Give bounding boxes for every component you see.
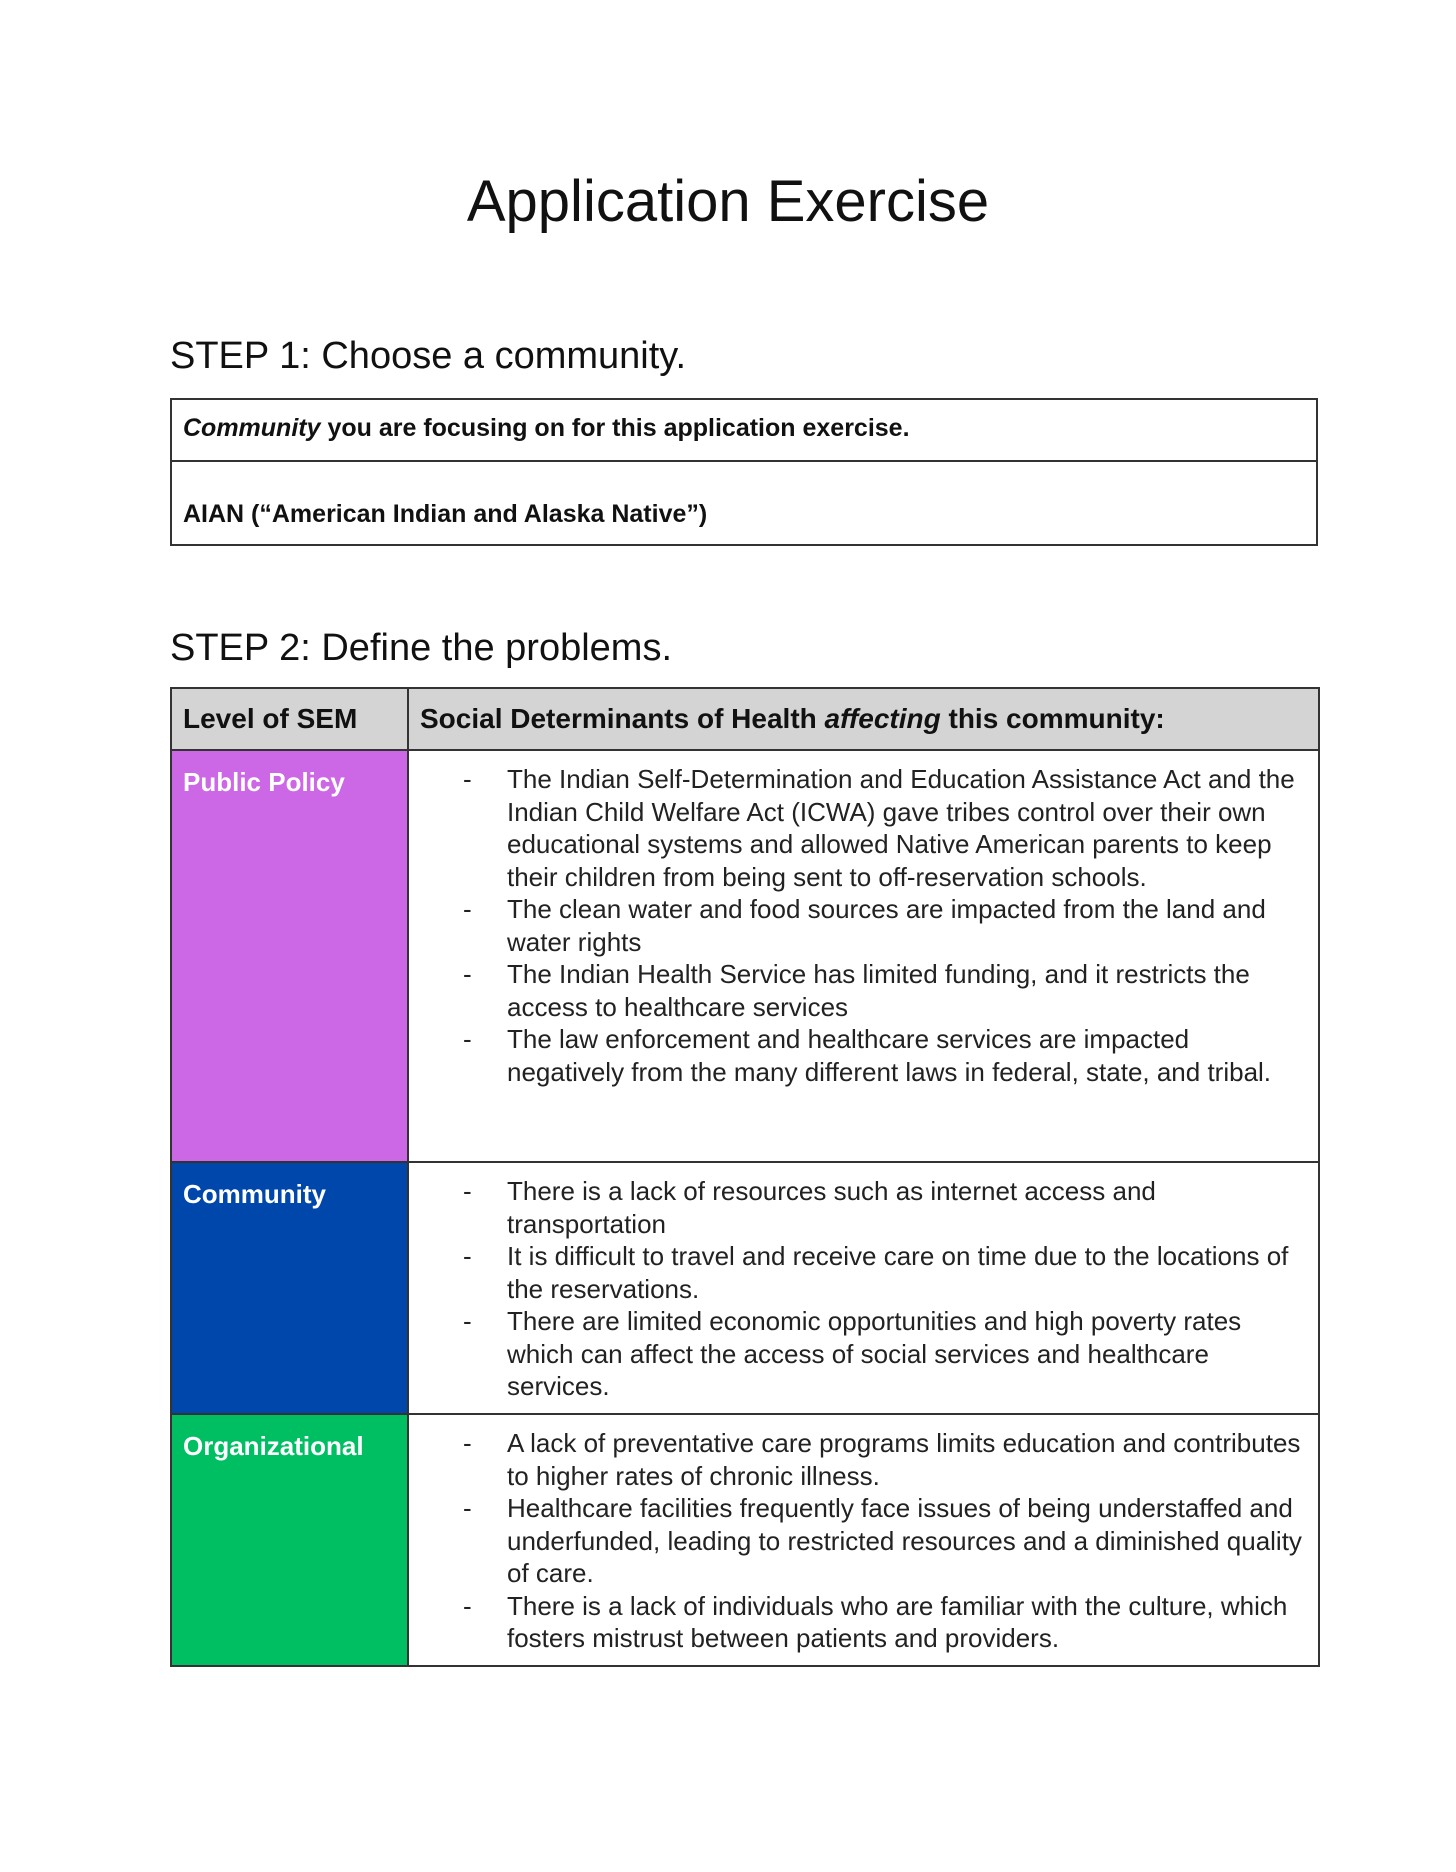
level-header: Level of SEM [171, 688, 408, 750]
sem-determinants-cell [408, 1162, 1319, 1414]
sem-table-header-row [171, 688, 1319, 750]
determinant-item [175, 1427, 1308, 1492]
determinant-item [175, 1492, 1308, 1590]
step2-heading: STEP 2: Define the problems. [170, 627, 672, 669]
determinant-text: A lack of preventative care programs limits education and contributes to higher rates of chronic illness. [507, 1428, 1301, 1491]
determinant-item [175, 1305, 1308, 1403]
bullet-dash: - [463, 1306, 472, 1336]
determinants-header-post: this community: [940, 703, 1165, 734]
sem-row-public-policy [171, 750, 1319, 1162]
document-title: Application Exercise [466, 169, 990, 234]
community-answer: AIAN (“American Indian and Alaska Native”) [183, 500, 708, 528]
determinant-text: There are limited economic opportunities and high poverty rates which can affect the access of social services and healthcare services. [507, 1306, 1242, 1401]
community-prompt-rest: you are focusing on for this application exercise. [320, 414, 910, 442]
step1-heading: STEP 1: Choose a community. [170, 335, 687, 377]
determinant-item [175, 893, 1308, 958]
determinants-list [409, 1175, 1308, 1403]
sem-determinants-cell [408, 1414, 1319, 1666]
determinant-text: There is a lack of individuals who are familiar with the culture, which fosters mistrust between patients and providers. [507, 1590, 1288, 1653]
community-box [170, 398, 1318, 546]
determinant-text: The Indian Health Service has limited funding, and it restricts the access to healthcare services [507, 959, 1250, 1022]
bullet-dash: - [463, 1493, 472, 1523]
community-prompt [172, 400, 1316, 462]
determinant-text: The Indian Self-Determination and Education Assistance Act and the Indian Child Welfare Act (ICWA) gave tribes control over their own educational systems and allowed Native American parents to keep their children from being sent to off-reservation schools. [507, 764, 1295, 892]
sem-row-organizational [171, 1414, 1319, 1666]
community-prompt-italic: Community [183, 414, 321, 442]
determinant-item [175, 958, 1308, 1023]
determinant-text: The clean water and food sources are impacted from the land and water rights [507, 894, 1266, 957]
sem-level-label: Public Policy [171, 750, 408, 1162]
sem-table-body [171, 750, 1319, 1666]
bullet-dash: - [463, 1176, 472, 1206]
determinants-header [408, 688, 1319, 750]
determinant-item [175, 1590, 1308, 1655]
sem-determinants-cell [408, 750, 1319, 1162]
sem-level-label: Community [171, 1162, 408, 1414]
bullet-dash: - [463, 1024, 472, 1054]
determinant-item [175, 1175, 1308, 1240]
sem-table [170, 687, 1320, 1667]
sem-level-label: Organizational [171, 1414, 408, 1666]
determinant-item [175, 763, 1308, 893]
determinant-text: It is difficult to travel and receive care on time due to the locations of the reservations. [507, 1241, 1289, 1304]
determinant-item [175, 1023, 1308, 1088]
determinants-list [409, 763, 1308, 1088]
determinant-text: There is a lack of resources such as internet access and transportation [507, 1176, 1156, 1239]
bullet-dash: - [463, 1428, 472, 1458]
determinant-text: Healthcare facilities frequently face issues of being understaffed and underfunded, leading to restricted resources and a diminished quality of care. [507, 1493, 1302, 1588]
bullet-dash: - [463, 894, 472, 924]
determinant-text: The law enforcement and healthcare services are impacted negatively from the many different laws in federal, state, and tribal. [507, 1024, 1272, 1087]
determinants-header-pre: Social Determinants of Health [420, 703, 825, 734]
sem-row-community [171, 1162, 1319, 1414]
bullet-dash: - [463, 1241, 472, 1271]
determinant-item [175, 1240, 1308, 1305]
bullet-dash: - [463, 959, 472, 989]
bullet-dash: - [463, 1590, 472, 1621]
determinants-list [409, 1427, 1308, 1655]
determinants-header-italic: affecting [824, 703, 941, 734]
bullet-dash: - [463, 764, 472, 794]
